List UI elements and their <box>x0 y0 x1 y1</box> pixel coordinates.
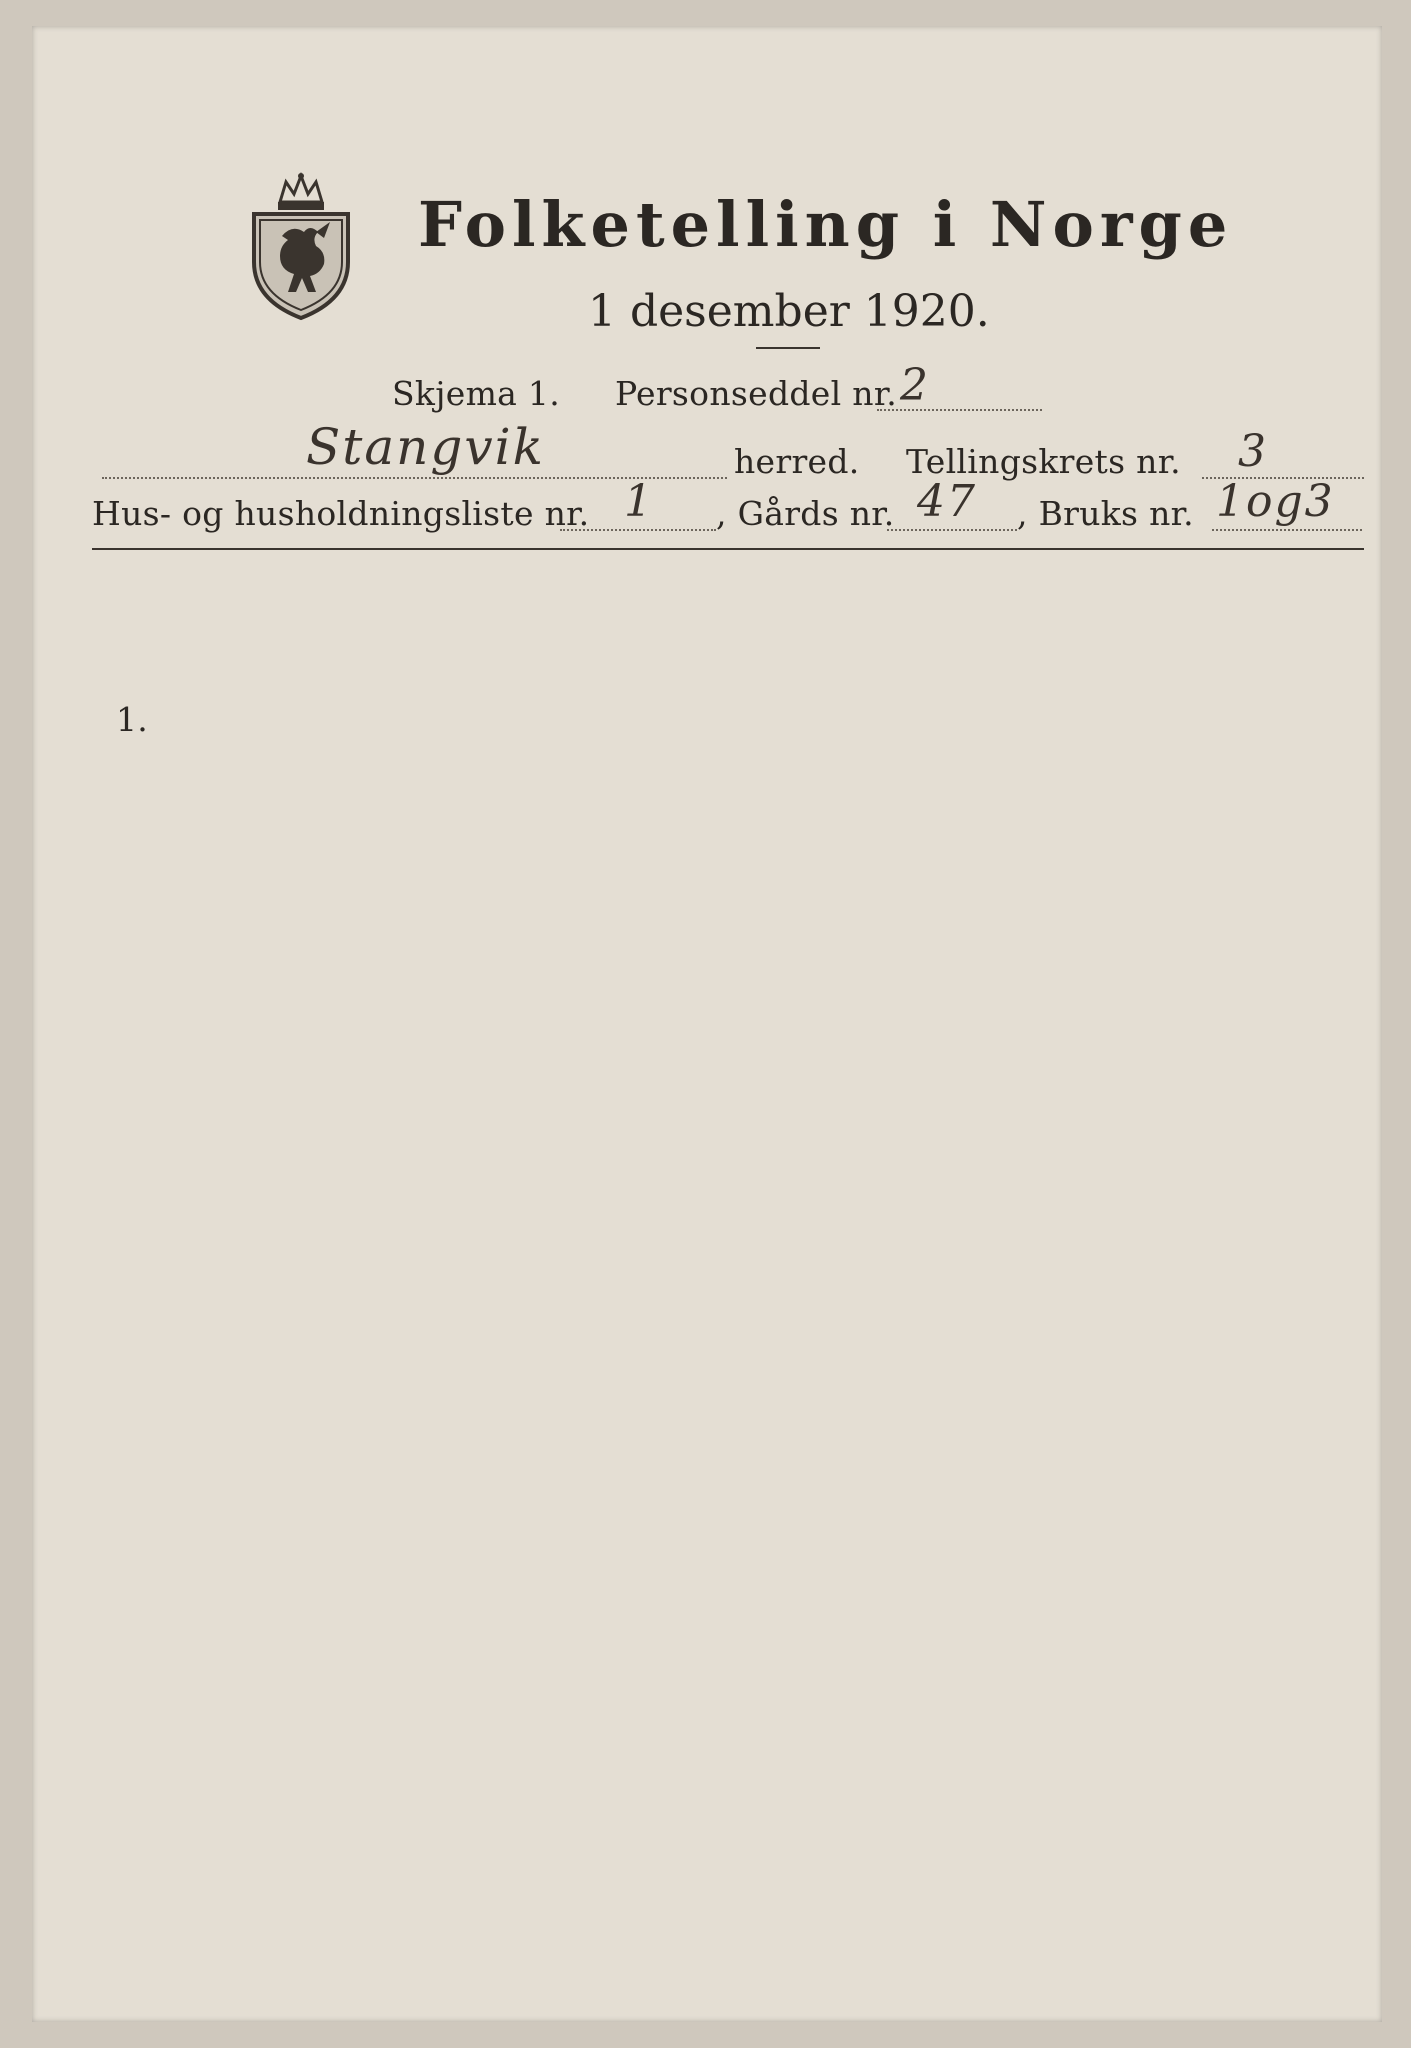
bruks-label: , Bruks nr. <box>1017 494 1194 533</box>
herred-value: Stangvik <box>306 418 545 476</box>
form-title: Folketelling i Norge <box>418 188 1234 261</box>
hus-label: Hus- og husholdningsliste nr. <box>92 494 590 533</box>
herred-label: herred. <box>734 442 860 481</box>
tellingskrets-value: 3 <box>1238 426 1268 477</box>
coat-of-arms-icon <box>246 172 356 322</box>
q1-number: 1. <box>116 700 149 739</box>
personseddel-value: 2 <box>900 360 930 411</box>
census-date: 1 desember 1920. <box>588 286 990 337</box>
bruks-value: 1og3 <box>1216 476 1335 527</box>
gards-value: 47 <box>917 476 977 527</box>
bruks-field-line <box>1212 529 1362 531</box>
schema-label: Skjema 1. <box>392 374 561 413</box>
hus-value: 1 <box>624 476 654 527</box>
gards-label: , Gårds nr. <box>716 494 895 533</box>
tellingskrets-label: Tellingskrets nr. <box>906 442 1181 481</box>
personseddel-label: Personseddel nr. <box>615 374 898 413</box>
census-form <box>32 26 1382 2022</box>
header-divider <box>92 548 1364 550</box>
title-divider <box>756 347 820 349</box>
gards-field-line <box>887 529 1017 531</box>
hus-field-line <box>560 529 716 531</box>
